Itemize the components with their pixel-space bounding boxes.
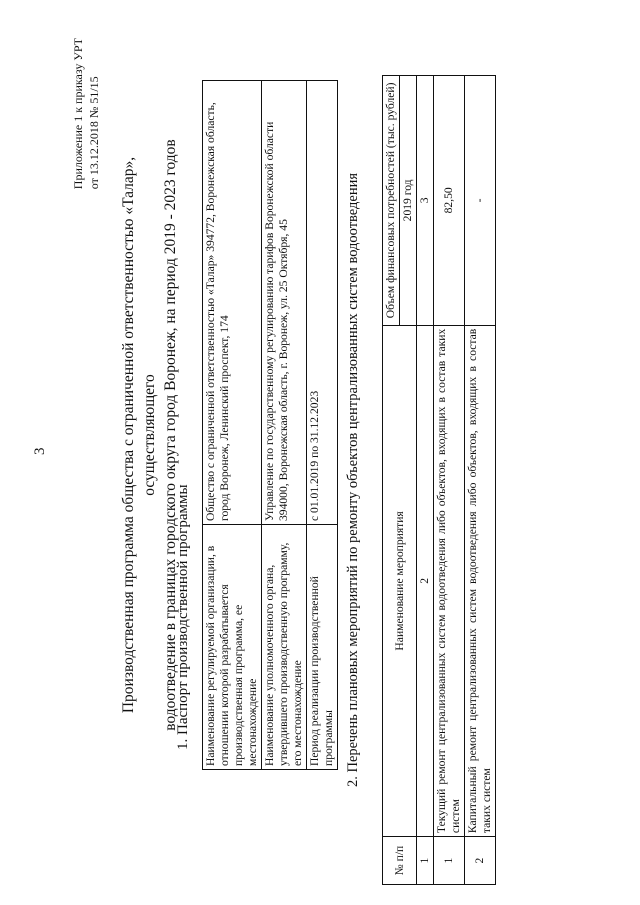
title-line-2: водоотведение в границах городского округа город Воронеж, на период 2019 - 2023 годов bbox=[162, 139, 179, 731]
index-cell-2: 2 bbox=[417, 325, 434, 836]
passport-value-org: Общество с ограниченной ответственностью «Талар» 394772, Воронежская область, город Воронеж, Ленинский проспект, 174 bbox=[203, 81, 262, 525]
document-title bbox=[118, 115, 181, 755]
title-line-1: Производственная программа общества с ограниченной ответственностью «Талар», осуществляющего bbox=[120, 156, 158, 714]
passport-table bbox=[202, 80, 338, 770]
index-cell-1: 1 bbox=[417, 837, 434, 885]
table-row bbox=[434, 76, 465, 885]
appendix-line-2: от 13.12.2018 № 51/15 bbox=[87, 76, 101, 190]
header-volume: Объем финансовых потребностей (тыс. рублей) bbox=[383, 76, 400, 326]
appendix-note bbox=[70, 38, 102, 189]
appendix-line-1: Приложение 1 к приказу УРТ bbox=[71, 38, 85, 190]
table-row bbox=[203, 81, 262, 770]
row-value: - bbox=[465, 76, 496, 326]
table-row bbox=[307, 81, 338, 770]
passport-label-org: Наименование регулируемой организации, в отношении которой разрабатывается производственная программа, ее местонахождение bbox=[203, 525, 262, 770]
table-header-row bbox=[383, 76, 400, 885]
passport-value-authority: Управление по государственному регулированию тарифов Воронежской области 394000, Воронежская область, г. Воронеж, ул. 25 Октября, 45 bbox=[262, 81, 307, 525]
passport-value-period: с 01.01.2019 по 31.12.2023 bbox=[307, 81, 338, 525]
table-row bbox=[262, 81, 307, 770]
row-num: 1 bbox=[434, 837, 465, 885]
header-name: Наименование мероприятия bbox=[383, 325, 417, 836]
row-name: Текущий ремонт централизованных систем водоотведения либо объектов, входящих в состав таких систем bbox=[434, 325, 465, 836]
table-index-row bbox=[417, 76, 434, 885]
page-number: 3 bbox=[32, 447, 48, 455]
row-name: Капитальный ремонт централизованных систем водоотведения либо объектов, входящих в состав таких систем bbox=[465, 325, 496, 836]
row-num: 2 bbox=[465, 837, 496, 885]
table-row bbox=[465, 76, 496, 885]
index-cell-3: 3 bbox=[417, 76, 434, 326]
section-1-heading: 1. Паспорт производственной программы bbox=[175, 484, 191, 750]
header-num: № п/п bbox=[383, 837, 417, 885]
passport-label-period: Период реализации производственной программы bbox=[307, 525, 338, 770]
section-2-heading: 2. Перечень плановых мероприятий по ремонту объектов централизованных систем водоотведения bbox=[345, 172, 361, 787]
header-year: 2019 год bbox=[400, 76, 417, 326]
row-value: 82,50 bbox=[434, 76, 465, 326]
passport-label-authority: Наименование уполномоченного органа, утвердившего производственную программу, его местонахождение bbox=[262, 525, 307, 770]
plan-table bbox=[382, 75, 496, 885]
